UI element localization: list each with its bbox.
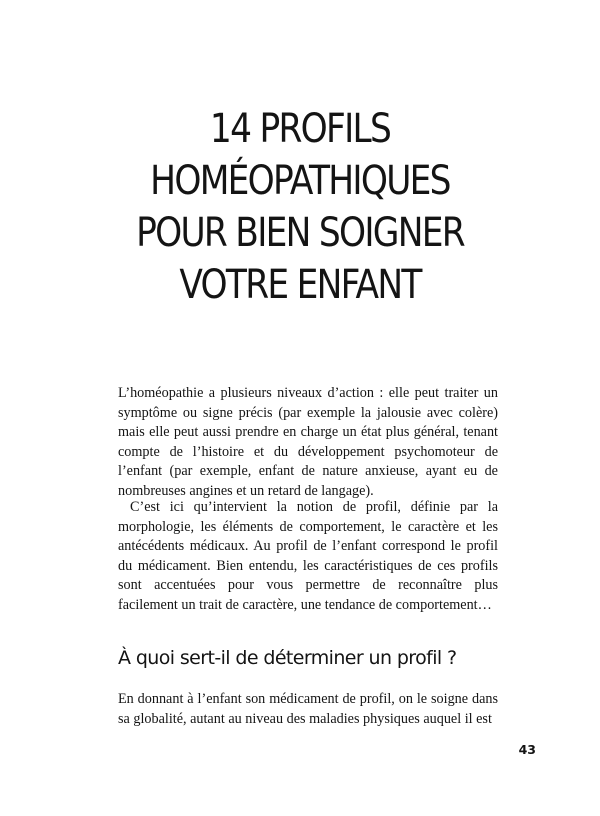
section-heading: À quoi sert-il de déterminer un profil ? (118, 647, 457, 669)
page-number: 43 (518, 742, 536, 757)
paragraph-intro: L’homéopathie a plusieurs niveaux d’action : elle peut traiter un symptôme ou signe précis (par exemple la jalousie avec colère) mais elle peut aussi prendre en charge un état plus général, tenant compte de l’histoire et du développement psychomoteur de l’enfant (par exemple, enfant de nature anxieuse, ayant eu de nombreuses angines et un retard de langage). (118, 385, 498, 499)
title-line-2: HOMÉOPATHIQUES (150, 158, 450, 204)
paragraph-section: En donnant à l’enfant son médicament de profil, on le soigne dans sa globalité, autant au niveau des maladies physiques auquel il est (118, 691, 498, 727)
paragraph-profile: C’est ici qu’intervient la notion de profil, définie par la morphologie, les éléments de comportement, le caractère et les antécédents médicaux. Au profil de l’enfant correspond le profil du médicament. Bien entendu, les caractéristiques de ces profils sont accentuées pour vous permettre de reconnaître plus facilement un trait de caractère, une tendance de comportement… (118, 499, 498, 613)
title-line-1: 14 PROFILS (209, 106, 391, 152)
title-line-4: VOTRE ENFANT (179, 262, 421, 308)
chapter-title (94, 103, 507, 311)
title-line-3: POUR BIEN SOIGNER (136, 210, 464, 256)
